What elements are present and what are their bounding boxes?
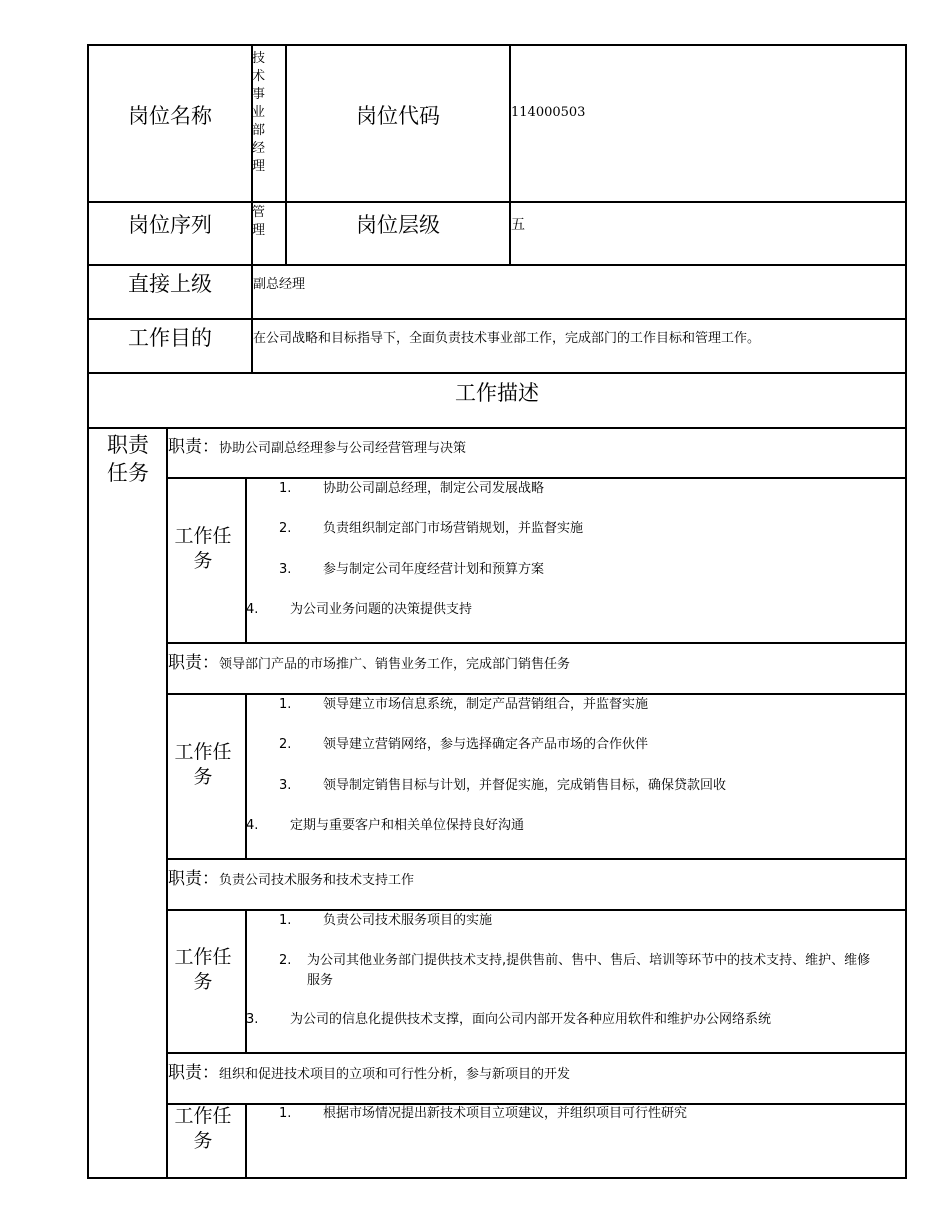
position-level-value: 五 [511,217,525,233]
task-label: 工作任务 [174,1105,232,1152]
duty-prefix: 职责： [168,1063,219,1083]
task-item: 1. 领导建立市场信息系统，制定产品营销组合，并监督实施 [279,697,649,712]
task-label: 工作任务 [174,741,232,788]
task-item: 1. 根据市场情况提出新技术项目立项建议，并组织项目可行性研究 [279,1106,688,1121]
purpose-label: 工作目的 [128,326,212,350]
duty-title: 组织和促进技术项目的立项和可行性分析，参与新项目的开发 [219,1067,571,1082]
superior-value: 副总经理 [253,277,306,292]
task-item: 3. 领导制定销售目标与计划，并督促实施，完成销售目标，确保贷款回收 [279,778,727,793]
superior-label: 直接上级 [128,272,212,296]
duty-prefix: 职责： [168,869,219,889]
purpose-value: 在公司战略和目标指导下，全面负责技术事业部工作，完成部门的工作目标和管理工作。 [253,331,761,346]
task-item: 2. 负责组织制定部门市场营销规划，并监督实施 [279,521,584,536]
position-level-label: 岗位层级 [356,213,440,237]
task-item: 4. 定期与重要客户和相关单位保持良好沟通 [246,818,525,833]
duty-row [168,1058,903,1083]
duty-title: 领导部门产品的市场推广、销售业务工作，完成部门销售任务 [219,657,571,672]
duty-row [168,648,903,673]
task-item: 2. 领导建立营销网络，参与选择确定各产品市场的合作伙伴 [279,737,649,752]
duty-title: 负责公司技术服务和技术支持工作 [219,873,415,888]
position-series-value: 管理 [252,205,266,238]
duties-label: 职责任务 [107,433,149,485]
task-item: 2. 为公司其他业务部门提供技术支持,提供售前、售中、售后、培训等环节中的技术支持、维护、维修服务 [279,953,871,988]
work-description-title: 工作描述 [455,381,539,405]
duty-prefix: 职责： [168,653,219,673]
duty-title: 协助公司副总经理参与公司经营管理与决策 [219,441,467,456]
duty-prefix: 职责： [168,437,219,457]
duty-row [168,864,903,889]
position-code-value: 114000503 [511,105,586,120]
task-item: 3. 为公司的信息化提供技术支撑，面向公司内部开发各种应用软件和维护办公网络系统 [246,1012,772,1027]
task-item: 3. 参与制定公司年度经营计划和预算方案 [279,562,545,577]
task-item: 4. 为公司业务问题的决策提供支持 [246,602,473,617]
task-label: 工作任务 [174,525,232,572]
task-label: 工作任务 [174,946,232,993]
task-item: 1. 负责公司技术服务项目的实施 [279,913,493,928]
position-name-value: 技术事业部经理 [252,51,266,174]
position-name-label: 岗位名称 [128,104,212,128]
position-series-label: 岗位序列 [128,213,212,237]
task-item: 1. 协助公司副总经理，制定公司发展战略 [279,481,545,496]
duty-row [168,432,903,457]
position-code-label: 岗位代码 [356,104,440,128]
